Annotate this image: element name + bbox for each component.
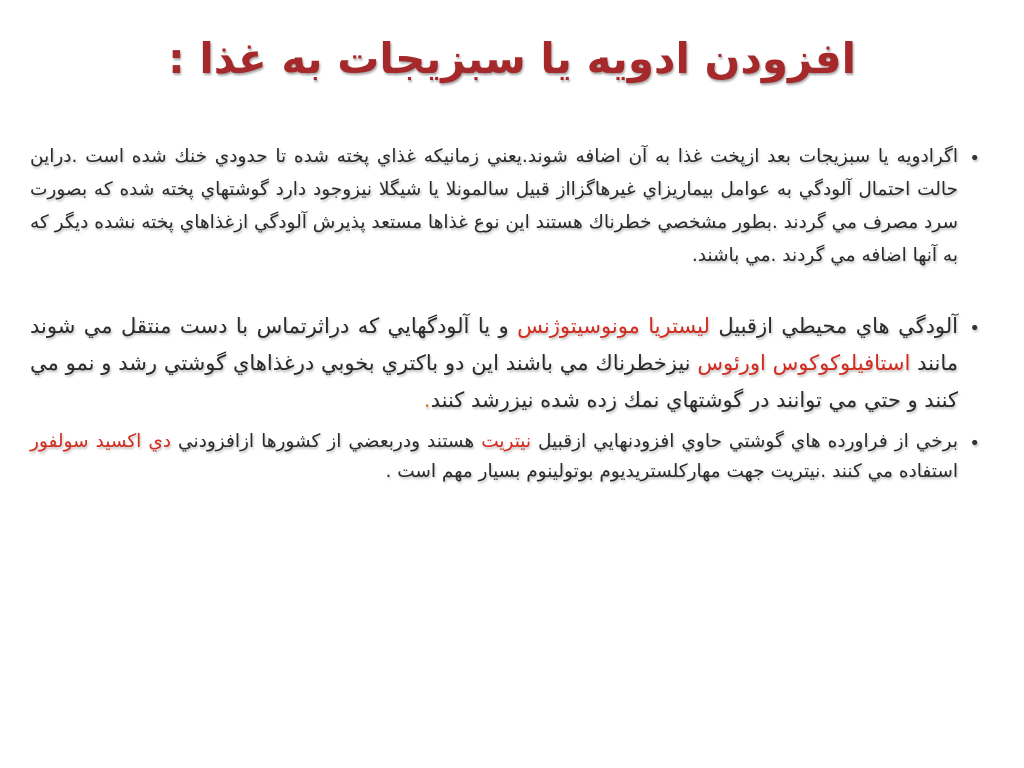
slide-body xyxy=(30,140,980,487)
bullet-dot-icon: • xyxy=(969,148,980,169)
bullet-text-part: آلودگي هاي محیطي ازقبیل xyxy=(709,314,959,338)
bullet-text-part: هستند ودربعضي از کشورها ازافزودني xyxy=(171,431,482,452)
highlight-term-nitrite: نیتریت xyxy=(481,431,532,452)
bullet-text: اگرادویه یا سبزیجات بعد ازپخت غذا به آن اضافه شوند.یعني زمانیکه غذاي پخته شده تا حدودي خنك شده است .دراین حالت احتمال آلودگي به عوامل بیماریزاي غیرهاگزااز قبیل سالمونلا یا شیگلا نیزوجود دارد گوشتهاي پخته شده که بصورت سرد مصرف مي گردند .بطور مشخصي خطرناك هستند این نوع غذاها مستعد پذیرش آلودگي ازغذاهاي پخته نشده دیگر که به آنها اضافه مي گردند .مي باشند. xyxy=(30,146,958,266)
bullet-dot-icon: • xyxy=(969,433,980,454)
bullet-text-part: و یا آلودگهایي که دراثرتماس با دست منتقل مي شوند مانند xyxy=(30,314,958,375)
bullet-text-part: استفاده مي کنند .نیتریت جهت مهارکلستریدیوم بوتولینوم بسیار مهم است . xyxy=(385,461,958,482)
highlight-term-listeria: لیستریا مونوسیتوژنس xyxy=(517,314,710,338)
highlight-term-sulfur-dioxide: دي اکسید سولفور xyxy=(30,431,172,452)
bullet-item-3 xyxy=(30,427,980,487)
bullet-text-part: نیزخطرناك مي باشند این دو باکتري بخوبي درغذاهاي گوشتي رشد و نمو مي کنند و حتي مي توانند در گوشتهاي نمك زده شده نیزرشد کنند xyxy=(30,351,958,412)
bullet-dot-icon: • xyxy=(969,318,980,339)
highlight-term-staphylococcus: استافیلوکوکوس اورئوس xyxy=(697,351,911,375)
bullet-item-2 xyxy=(30,308,980,419)
slide-title: افزودن ادویه یا سبزیجات به غذا : xyxy=(167,34,857,83)
end-mark: . xyxy=(423,388,431,412)
bullet-text-part: برخي از فراورده هاي گوشتي حاوي افزودنهایي ازقبیل xyxy=(531,431,958,452)
bullet-item-1 xyxy=(30,140,980,272)
